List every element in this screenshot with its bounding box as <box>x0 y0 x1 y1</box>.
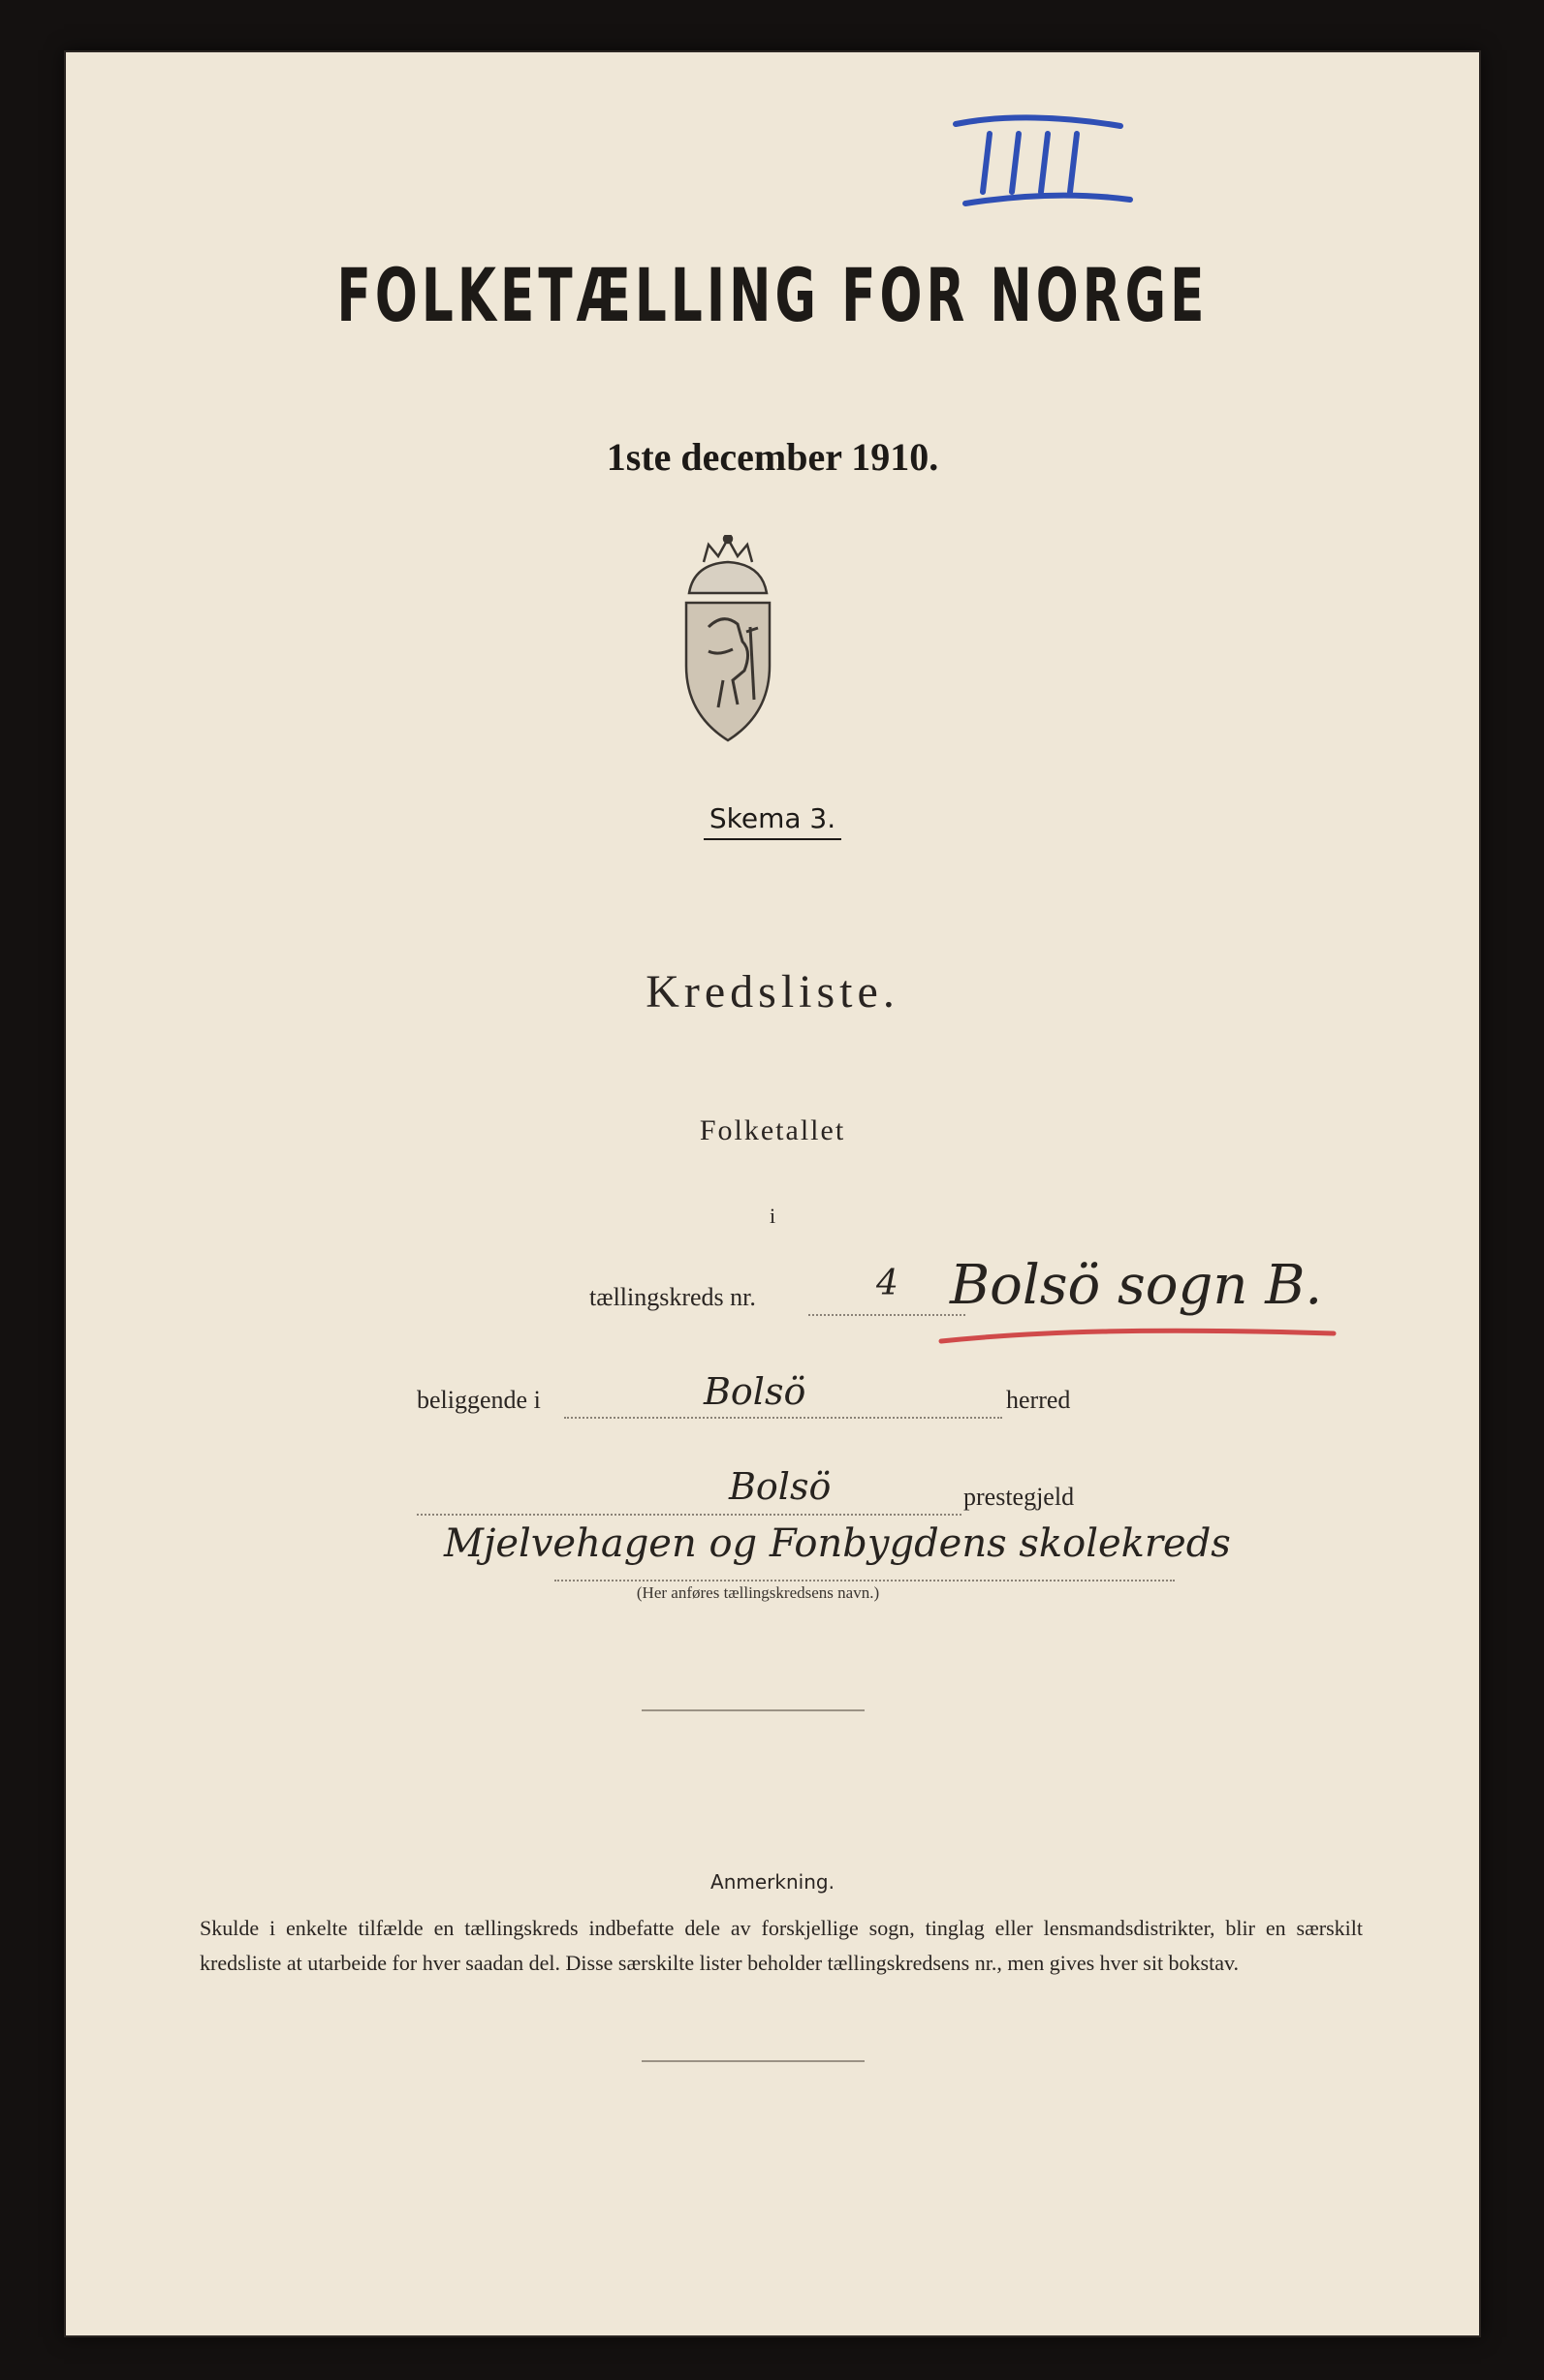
herred-suffix: herred <box>1006 1386 1071 1414</box>
note-text: Skulde i enkelte tilfælde en tællingskreds indbefatte dele av forskjellige sogn, tinglag eller lensmandsdistrikter, blir en særskilt kredsliste at utarbeide for hver saadan del. Disse særskilte lister beholder tællingskredsens nr., men gives hver sit bokstav. <box>200 1916 1363 1975</box>
district-number-value: 4 <box>876 1264 898 1303</box>
kreds-name-hint: (Her anføres tællingskredsens navn.) <box>636 1583 880 1602</box>
prestegjeld-value: Bolsö <box>729 1465 832 1508</box>
red-underline <box>936 1320 1343 1349</box>
divider-top <box>642 1709 865 1711</box>
form-title: FOLKETÆLLING FOR NORGE <box>336 252 1209 338</box>
form-heading: Kredsliste. <box>646 966 899 1018</box>
kreds-name-line <box>554 1580 1175 1581</box>
herred-value: Bolsö <box>704 1370 806 1413</box>
folketallet-label: Folketallet <box>699 1114 846 1146</box>
prestegjeld-line <box>417 1514 961 1516</box>
i-label: i <box>769 1204 776 1228</box>
schema-label: Skema 3. <box>704 802 841 840</box>
note-heading: Anmerkning. <box>710 1870 835 1894</box>
coat-of-arms-icon <box>665 535 791 748</box>
district-name-value: Bolsö sogn B. <box>950 1254 1323 1317</box>
blue-pencil-mark <box>936 107 1140 213</box>
herred-prefix: beliggende i <box>417 1386 541 1414</box>
herred-line <box>564 1417 1002 1419</box>
divider-bottom <box>642 2060 865 2062</box>
census-date: 1ste december 1910. <box>606 435 939 479</box>
prestegjeld-suffix: prestegjeld <box>963 1483 1075 1511</box>
district-number-label: tællingskreds nr. <box>589 1283 756 1311</box>
kreds-name-value: Mjelvehagen og Fonbygdens skolekreds <box>444 1521 1231 1566</box>
district-number-line <box>808 1314 965 1316</box>
census-form-page <box>64 50 1481 2337</box>
schema-number <box>64 802 1481 834</box>
